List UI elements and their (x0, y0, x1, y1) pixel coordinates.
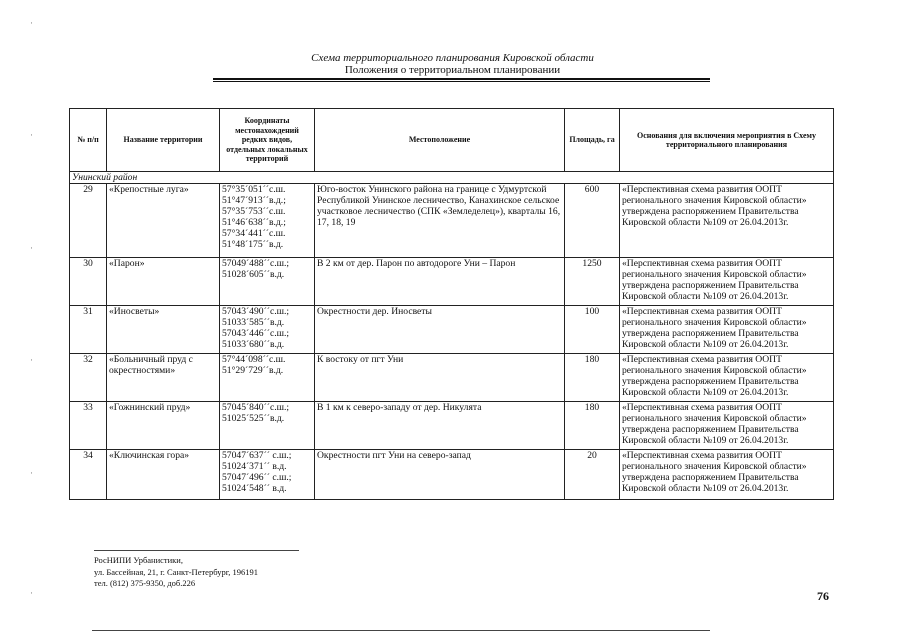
coordinate-line: 57049´488´´с.ш.; (222, 258, 290, 269)
table-row (70, 184, 834, 258)
territory-name: «Ключинская гора» (107, 450, 220, 500)
coordinate-line: 51028´605´´в.д. (222, 269, 285, 280)
basis-cell: «Перспективная схема развития ООПТ регионального значения Кировской области» утверждена распоряжением Правительства Кировской области №109 от 26.04.2013г. (620, 354, 834, 402)
table-row (70, 402, 834, 450)
territory-name: «Больничный пруд с окрестностями» (107, 354, 220, 402)
coordinate-line: 57047´496´´ с.ш.; (222, 472, 292, 483)
coordinates-cell (220, 354, 315, 402)
table-row (70, 306, 834, 354)
location-cell: К востоку от пгт Уни (315, 354, 565, 402)
location-cell: Окрестности дер. Иносветы (315, 306, 565, 354)
coordinates-cell (220, 402, 315, 450)
header-rule-thin (213, 81, 710, 82)
basis-cell: «Перспективная схема развития ООПТ регионального значения Кировской области» утверждена распоряжением Правительства Кировской области №109 от 26.04.2013г. (620, 258, 834, 306)
territory-name: «Гожнинский пруд» (107, 402, 220, 450)
table-row (70, 258, 834, 306)
footer-contacts (94, 555, 258, 590)
section-label: Унинский район (70, 172, 834, 184)
table-header-row (70, 109, 834, 172)
coordinate-line: 57°35´051´´с.ш. (222, 184, 286, 195)
territory-name: «Крепостные луга» (107, 184, 220, 258)
column-header-basis: Основания для включения мероприятия в Схему территориального планирования (620, 109, 834, 172)
basis-cell: «Перспективная схема развития ООПТ регионального значения Кировской области» утверждена распоряжением Правительства Кировской области №109 от 26.04.2013г. (620, 450, 834, 500)
row-number: 34 (70, 450, 107, 500)
table-row (70, 354, 834, 402)
coordinate-line: 57°44´098´´с.ш. (222, 354, 286, 365)
coordinate-line: 57043´446´´с.ш.; (222, 328, 290, 339)
scan-mark: · (30, 18, 33, 28)
row-number: 30 (70, 258, 107, 306)
location-cell: Окрестности пгт Уни на северо-запад (315, 450, 565, 500)
territories-table (69, 108, 834, 500)
coordinate-line: 51025´525´´в.д. (222, 413, 285, 424)
coordinate-line: 57045´840´´с.ш.; (222, 402, 290, 413)
row-number: 31 (70, 306, 107, 354)
scan-mark: · (30, 243, 33, 253)
coordinate-line: 51033´680´´в.д. (222, 339, 285, 350)
header-rule (213, 78, 710, 80)
column-header-number: № п/п (70, 109, 107, 172)
area-cell: 600 (565, 184, 620, 258)
basis-cell: «Перспективная схема развития ООПТ регионального значения Кировской области» утверждена распоряжением Правительства Кировской области №109 от 26.04.2013г. (620, 184, 834, 258)
coordinates-cell (220, 306, 315, 354)
scan-mark: · (30, 355, 33, 365)
coordinate-line: 51°47´913´´в.д.; (222, 195, 286, 206)
basis-cell: «Перспективная схема развития ООПТ регионального значения Кировской области» утверждена распоряжением Правительства Кировской области №109 от 26.04.2013г. (620, 402, 834, 450)
area-cell: 100 (565, 306, 620, 354)
coordinate-line: 57047´637´´ с.ш.; (222, 450, 292, 461)
page-number: 76 (817, 589, 829, 603)
coordinate-line: 51°48´175´´в.д. (222, 239, 284, 250)
coordinate-line: 57°35´753´´с.ш. (222, 206, 286, 217)
coordinates-cell (220, 184, 315, 258)
coordinates-cell (220, 258, 315, 306)
location-cell: В 1 км к северо-западу от дер. Никулята (315, 402, 565, 450)
document-subtitle: Положения о территориальном планировании (344, 64, 561, 76)
table-row (70, 450, 834, 500)
location-cell: В 2 км от дер. Парон по автодороге Уни – Парон (315, 258, 565, 306)
footer-rule (94, 550, 299, 551)
area-cell: 20 (565, 450, 620, 500)
column-header-location: Местоположение (315, 109, 565, 172)
territory-name: «Иносветы» (107, 306, 220, 354)
row-number: 29 (70, 184, 107, 258)
coordinate-line: 57°34´441´´с.ш. (222, 228, 286, 239)
footer-address: ул. Бассейная, 21, г. Санкт-Петербург, 196191 (94, 566, 258, 577)
footer-phone: тел. (812) 375-9350, доб.226 (94, 578, 196, 588)
column-header-coords: Координаты местонахождений редких видов, отдельных локальных территорий (220, 109, 315, 172)
location-cell: Юго-восток Унинского района на границе с Удмуртской Республикой Унинское лесничество, Канахинское сельское участковое лесничество (СПК «Земледелец»), кварталы 16, 17, 18, 19 (315, 184, 565, 258)
bottom-rule (92, 630, 710, 631)
scan-mark: · (30, 588, 33, 598)
scan-mark: · (30, 468, 33, 478)
area-cell: 180 (565, 354, 620, 402)
coordinate-line: 51024´371´´ в.д. (222, 461, 287, 472)
row-number: 33 (70, 402, 107, 450)
column-header-name: Название территории (107, 109, 220, 172)
coordinate-line: 51024´548´´ в.д. (222, 483, 287, 494)
coordinates-cell (220, 450, 315, 500)
basis-cell: «Перспективная схема развития ООПТ регионального значения Кировской области» утверждена распоряжением Правительства Кировской области №109 от 26.04.2013г. (620, 306, 834, 354)
area-cell: 180 (565, 402, 620, 450)
coordinate-line: 51033´585´´в.д. (222, 317, 285, 328)
area-cell: 1250 (565, 258, 620, 306)
coordinate-line: 51°29´729´´в.д. (222, 365, 284, 376)
coordinate-line: 57043´490´´с.ш.; (222, 306, 290, 317)
coordinate-line: 51°46´638´´в.д.; (222, 217, 286, 228)
document-title: Схема территориального планирования Кировской области (311, 52, 594, 64)
footer-org: РосНИПИ Урбанистики, (94, 555, 183, 565)
column-header-area: Площадь, га (565, 109, 620, 172)
territory-name: «Парон» (107, 258, 220, 306)
scan-mark: · (30, 130, 33, 140)
section-row (70, 172, 834, 184)
row-number: 32 (70, 354, 107, 402)
